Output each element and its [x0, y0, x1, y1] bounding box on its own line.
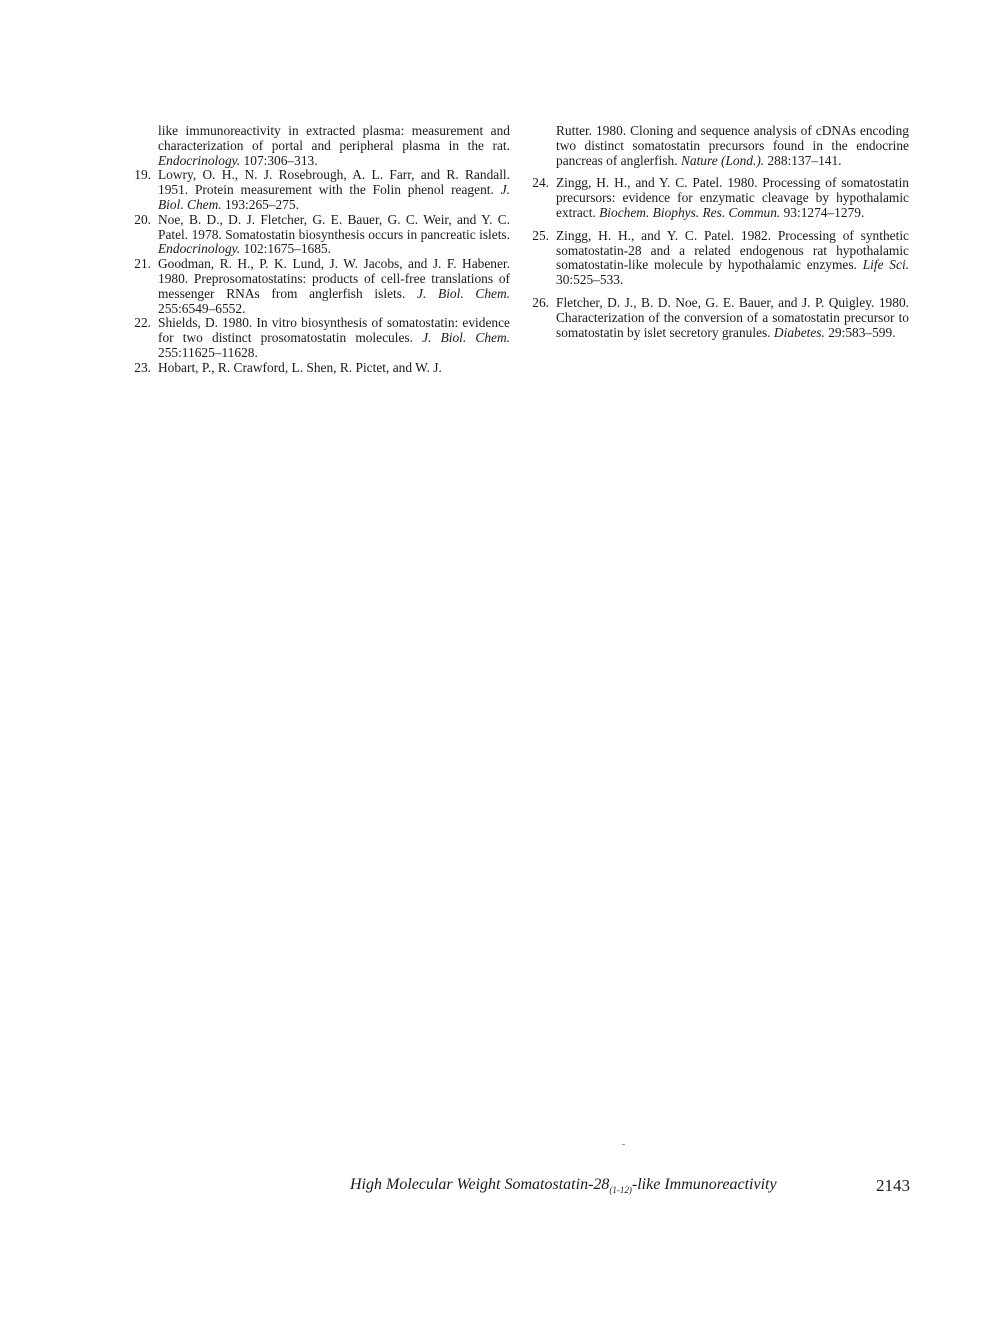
reference-entry: [131, 361, 510, 376]
reference-text: 255:6549–6552.: [158, 300, 246, 316]
reference-text: Rutter. 1980. Cloning and sequence analysis of cDNAs encoding two distinct somatostatin precursors found in the endocrine pancreas of anglerfish.: [556, 123, 909, 168]
reference-text: Goodman, R. H., P. K. Lund, J. W. Jacobs, and J. F. Habener. 1980. Preprosomatostatins: products of cell-free translations of messenger RNAs from anglerfish islets.: [158, 256, 510, 301]
reference-entry: [131, 168, 510, 212]
reference-text: Zingg, H. H., and Y. C. Patel. 1982. Processing of synthetic somatostatin-28 and a related endogenous rat hypothalamic somatostatin-like molecule by hypothalamic enzymes.: [556, 227, 909, 273]
journal-name: J. Biol. Chem.: [158, 182, 510, 212]
reference-entry: [131, 257, 510, 316]
running-title: High Molecular Weight Somatostatin-$28_{(1-12)}$-like Immunoreactivity: [350, 1176, 777, 1196]
reference-text: 93:1274–1279.: [780, 204, 865, 220]
reference-entry: [131, 213, 510, 257]
journal-name: Nature (Lond.).: [680, 152, 765, 168]
journal-name: J. Biol. Chem.: [422, 330, 510, 346]
reference-continuation: [529, 124, 909, 168]
journal-name: J. Biol. Chem.: [417, 285, 511, 301]
reference-text: like immunoreactivity in extracted plasma: measurement and characterization of portal and peripheral plasma in the rat.: [158, 123, 510, 153]
print-speck: [622, 1144, 625, 1145]
reference-number: 24.: [532, 175, 549, 191]
reference-text: 288:137–141.: [764, 152, 842, 168]
reference-number: 21.: [134, 256, 151, 272]
reference-number: 25.: [532, 227, 549, 243]
references-right-column: [529, 124, 909, 340]
reference-number: 26.: [532, 294, 549, 310]
reference-text: 29:583–599.: [824, 324, 896, 340]
references-left-column: [131, 124, 510, 376]
reference-entry: [529, 229, 909, 288]
reference-text: 193:265–275.: [221, 196, 299, 212]
reference-text: Fletcher, D. J., B. D. Noe, G. E. Bauer, and J. P. Quigley. 1980. Characterization of the conversion of a somatostatin precursor to somatostatin by islet secretory granules.: [556, 294, 909, 340]
journal-name: Biochem. Biophys. Res. Commun.: [599, 204, 781, 220]
journal-name: Diabetes.: [773, 324, 825, 340]
reference-text: 255:11625–11628.: [158, 344, 258, 360]
reference-number: 22.: [134, 315, 151, 331]
reference-number: 19.: [134, 167, 151, 183]
reference-number: 20.: [134, 211, 151, 227]
journal-name: Life Sci.: [862, 257, 910, 273]
reference-text: 102:1675–1685.: [240, 241, 331, 257]
journal-name: Endocrinology.: [158, 241, 241, 257]
reference-continuation: [131, 124, 510, 168]
reference-text: Lowry, O. H., N. J. Rosebrough, A. L. Farr, and R. Randall. 1951. Protein measurement with the Folin phenol reagent.: [158, 167, 510, 198]
reference-text: Noe, B. D., D. J. Fletcher, G. E. Bauer, G. C. Weir, and Y. C. Patel. 1978. Somatostatin biosynthesis occurs in pancreatic islets.: [158, 211, 510, 242]
reference-entry: [529, 296, 909, 340]
reference-text: 30:525–533.: [556, 272, 624, 288]
reference-text: Hobart, P., R. Crawford, L. Shen, R. Pictet, and W. J.: [158, 359, 442, 375]
reference-text: 107:306–313.: [240, 152, 318, 168]
reference-entry: [529, 176, 909, 220]
reference-entry: [131, 316, 510, 360]
reference-number: 23.: [134, 359, 151, 375]
reference-text: Shields, D. 1980. In vitro biosynthesis of somatostatin: evidence for two distinct prosomatostatin molecules.: [158, 315, 510, 346]
reference-text: Zingg, H. H., and Y. C. Patel. 1980. Processing of somatostatin precursors: evidence for enzymatic cleavage by hypothalamic extract.: [556, 175, 909, 220]
page-number: 2143: [876, 1176, 910, 1195]
journal-name: Endocrinology.: [158, 152, 241, 168]
